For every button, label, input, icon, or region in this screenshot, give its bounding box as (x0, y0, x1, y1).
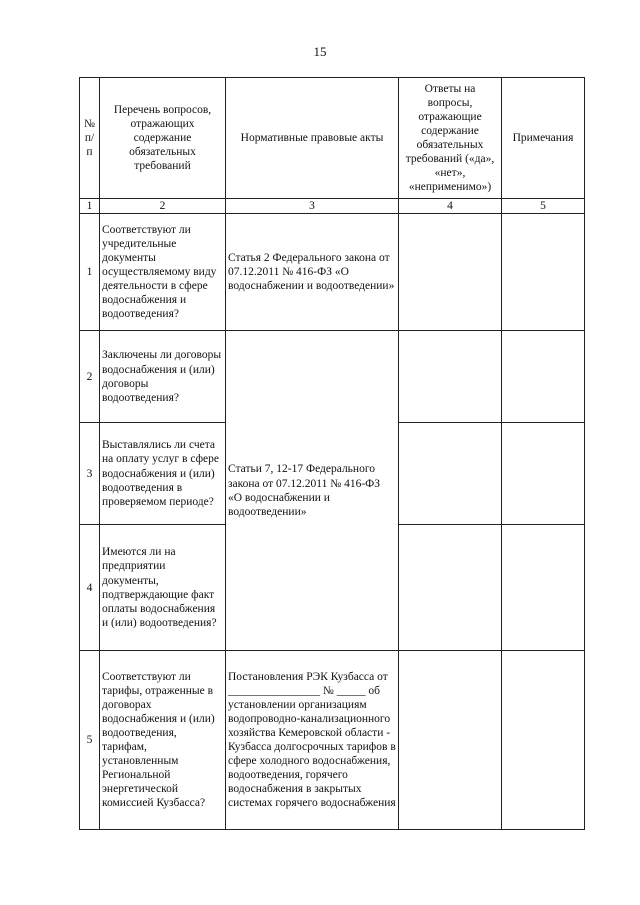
checklist-table (79, 77, 585, 830)
column-number: 5 (502, 199, 585, 214)
header-row (80, 78, 585, 199)
table-row (80, 331, 585, 423)
row-question: Соответствуют ли тарифы, отраженные в договорах водоснабжения и (или) водоотведения, тарифам, установленным Региональной энергетической комиссией Кузбасса? (100, 651, 226, 830)
column-number: 2 (100, 199, 226, 214)
column-number-row (80, 199, 585, 214)
row-number: 1 (80, 214, 100, 331)
notes-cell[interactable] (502, 525, 585, 651)
answer-cell[interactable] (399, 331, 502, 423)
row-number: 3 (80, 423, 100, 525)
column-number: 1 (80, 199, 100, 214)
column-number: 3 (226, 199, 399, 214)
header-answers: Ответы на вопросы, отражающие содержание обязательных требований («да», «нет», «неприменимо») (399, 78, 502, 199)
row-question: Заключены ли договоры водоснабжения и (или) договоры водоотведения? (100, 331, 226, 423)
answer-cell[interactable] (399, 525, 502, 651)
notes-cell[interactable] (502, 423, 585, 525)
column-number: 4 (399, 199, 502, 214)
row-law: Статья 2 Федерального закона от 07.12.2011 № 416-ФЗ «О водоснабжении и водоотведении» (226, 214, 399, 331)
header-number-text: № п/п (84, 117, 95, 158)
answer-cell[interactable] (399, 423, 502, 525)
row-law: Постановления РЭК Кузбасса от ________________ № _____ об установлении организациям водопроводно-канализационного хозяйства Кемеровской области - Кузбасса долгосрочных тарифов в сфере холодного водоснабжения, водоотведения, горячего водоснабжения в закрытых системах горячего водоснабжения (226, 651, 399, 830)
row-question: Выставлялись ли счета на оплату услуг в сфере водоснабжения и (или) водоотведения в проверяемом периоде? (100, 423, 226, 525)
table-row (80, 651, 585, 830)
notes-cell[interactable] (502, 331, 585, 423)
page-number: 15 (313, 44, 327, 59)
answer-cell[interactable] (399, 651, 502, 830)
row-question: Соответствуют ли учредительные документы осуществляемому виду деятельности в сфере водоснабжения и водоотведения? (100, 214, 226, 331)
header-notes: Примечания (502, 78, 585, 199)
row-law-shared: Статьи 7, 12-17 Федерального закона от 07.12.2011 № 416-ФЗ «О водоснабжении и водоотведении» (226, 331, 399, 651)
table-row (80, 214, 585, 331)
row-number: 4 (80, 525, 100, 651)
header-questions: Перечень вопросов, отражающих содержание обязательных требований (100, 78, 226, 199)
answer-cell[interactable] (399, 214, 502, 331)
row-number: 2 (80, 331, 100, 423)
header-number (80, 78, 100, 199)
notes-cell[interactable] (502, 214, 585, 331)
row-question: Имеются ли на предприятии документы, подтверждающие факт оплаты водоснабжения и (или) водоотведения? (100, 525, 226, 651)
notes-cell[interactable] (502, 651, 585, 830)
row-number: 5 (80, 651, 100, 830)
header-laws: Нормативные правовые акты (226, 78, 399, 199)
